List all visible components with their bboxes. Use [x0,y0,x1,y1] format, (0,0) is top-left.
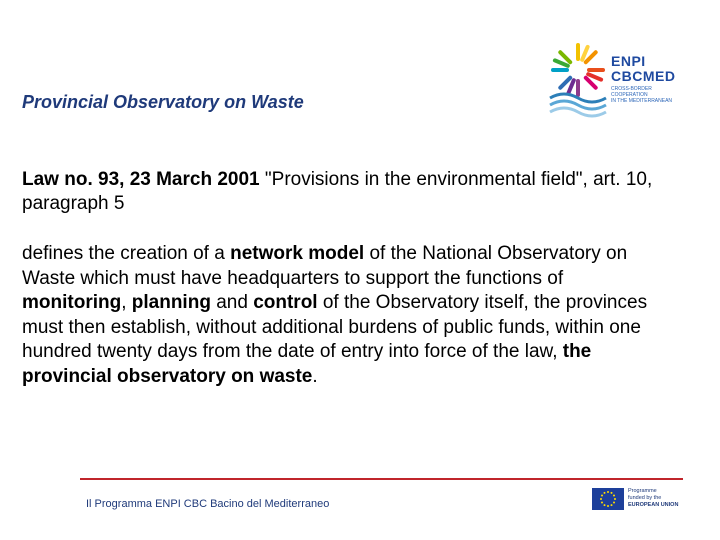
enpi-cbcmed-logo [548,40,678,120]
sun-wave-icon [548,40,610,120]
logo-enpi-text: ENPI [611,53,646,69]
body-bold-monitoring: monitoring [22,292,122,313]
body-text-1: defines the creation of a [22,243,231,264]
eu-text-line1: Programme [628,488,657,494]
body-bold-planning: planning [131,292,211,313]
footer-text: Il Programma ENPI CBC Bacino del Mediterraneo [86,498,330,510]
logo-subtitle [611,86,681,104]
law-detail: "Provisions in the environmental field", art. 10, paragraph 5 [22,169,653,214]
eu-funding-text [628,488,688,509]
body-bold-network-model: network model [230,243,365,264]
logo-wordmark [611,54,681,104]
body-text-2: of the National Observatory on Waste which must have headquarters to support the functions of [22,243,628,289]
law-reference [22,168,662,216]
body-bold-provincial-observatory: the provincial observatory on waste [22,341,592,387]
logo-cbcmed-text: CBCMED [611,68,676,84]
body-text-3: , [121,292,132,313]
body-bold-control: control [253,292,318,313]
eu-text-line3: EUROPEAN UNION [628,501,679,508]
law-name: Law no. 93, 23 March 2001 [22,169,260,190]
footer-divider [80,478,683,480]
eu-text-line2: funded by the [628,494,662,501]
body-text-4: and [210,292,254,313]
body-text-6: . [312,365,318,387]
logo-subtitle-line1: CROSS-BORDER COOPERATION [611,86,652,98]
body-paragraph [22,242,672,389]
eu-stars [592,488,624,510]
logo-subtitle-line2: IN THE MEDITERRANEAN [611,98,673,104]
eu-flag-icon [592,488,624,510]
body-text-5: of the Observatory itself, the provinces must then establish, without additional burdens of public funds, within one hundred twenty days from the date of entry into force of the law, [22,292,648,362]
slide-title: Provincial Observatory on Waste [22,92,304,112]
